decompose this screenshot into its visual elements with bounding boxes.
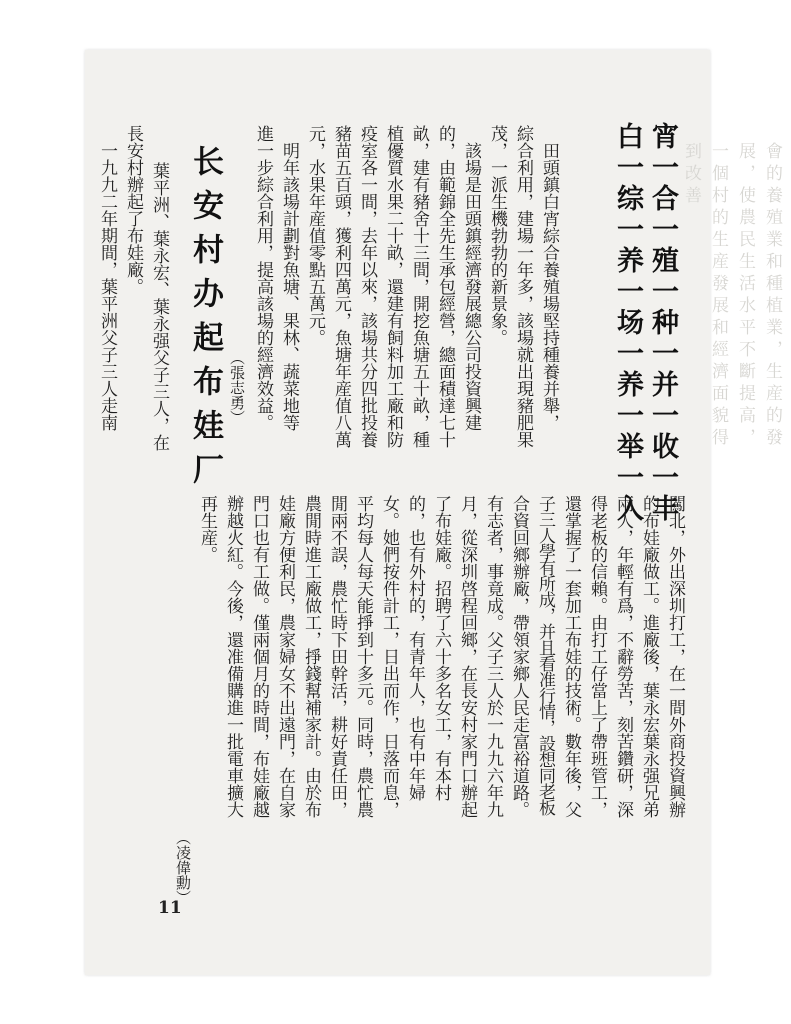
article2-line: 得老板的信賴。由打工仔當上了帶班管工，: [587, 495, 607, 818]
article2-line: 月，從深圳啓程回鄉，在長安村家門口辦起: [457, 495, 477, 818]
article2-line: 農閒時進工廠做工，掙錢幫補家計。由於布: [301, 495, 321, 818]
article1-line: 田頭鎮白宵綜合養殖場堅持種養并舉，: [539, 125, 559, 431]
article2-line: 兩人，年輕有爲，不辭勞苦，刻苦鑽研，深: [613, 495, 633, 818]
article1-line: 元，水果年産值零點五萬元。: [305, 125, 325, 346]
article1-line: 該場是田頭鎮經濟發展總公司投資興建: [461, 125, 481, 431]
article2-line: 平均每人每天能掙到十多元。同時，農忙農: [353, 495, 373, 818]
article2-line: 辦越火紅。今後，還准備購進一批電車擴大: [223, 495, 243, 818]
article2-line: 還掌握了一套加工布娃的技術。數年後，父: [561, 495, 581, 818]
bleed-through-text: 會的養殖業和種植業，生産的發展，使農民生活水平不斷提高，一個村的生産發展和經濟面貌得到改善: [681, 142, 782, 450]
article2-author: （凌偉勳）: [174, 830, 192, 905]
article2-line: 再生産。: [197, 495, 217, 563]
article1-line: 茂，一派生機勃勃的新景象。: [487, 125, 507, 346]
article2-line: 合資回鄉辦廠，帶領家鄉人民走富裕道路。: [509, 495, 529, 818]
article2-line: 了布娃廠。招聘了六十多名女工，有本村: [431, 495, 451, 801]
article2-line: 門口也有工做。僅兩個月的時間，布娃廠越: [249, 495, 269, 818]
document-page: [85, 50, 782, 975]
article1-line: 疫室各一間，去年以來，該場共分四批投養: [357, 125, 377, 448]
article2-line: 一九九二年期間，葉平洲父子三人走南: [97, 125, 117, 431]
article1-title-line1: 宵一合一殖一种一并一收一丰: [647, 122, 678, 525]
article2-line: 闖北，外出深圳打工，在一間外商投資興辦: [665, 495, 685, 818]
article1-author: （張志勇）: [228, 350, 246, 425]
article2-line: 子三人學有所成，并且看准行情，設想同老板: [535, 495, 555, 815]
article1-line: 明年該場計劃對魚塘、果林、蔬菜地等: [279, 125, 299, 431]
article2-line: 女。她們按件計工，日出而作，日落而息，: [379, 495, 399, 818]
article1-line: 的，由範錦全先生承包經營，總面積達七十: [435, 125, 455, 448]
article2-line: 葉平洲、葉永宏、葉永强父子三人，在: [149, 145, 169, 451]
page-number: 11: [158, 898, 182, 918]
article1-line: 進一步綜合利用，提高該場的經濟效益。: [253, 125, 273, 431]
article1-title-line2: 白一综一养一场一养一举一入: [612, 122, 643, 525]
article1-line: 植優質水果二十畝，還建有飼料加工廠和防: [383, 125, 403, 448]
article1-line: 綜合利用，建場一年多，該場就出現豬肥果: [513, 125, 533, 448]
article2-line: 閒兩不誤，農忙時下田幹活，耕好責任田，: [327, 495, 347, 818]
article2-line: 有志者，事竟成。父子三人於一九九六年九: [483, 495, 503, 818]
article2-line: 的，也有外村的，有青年人，也有中年婦: [405, 495, 425, 801]
article1-line: 豬苗五百頭，獲利四萬元，魚塘年産值八萬: [331, 125, 351, 448]
article2-line: 長安村辦起了布娃廠。: [123, 125, 143, 295]
article2-title: 长安村办起布娃厂: [187, 145, 223, 497]
article2-line: 娃廠方便利民，農家婦女不出遠門，在自家: [275, 495, 295, 818]
article1-line: 畝，建有豬舍十三間，開挖魚塘五十畝，種: [409, 125, 429, 448]
article2-line: 的布娃廠做工。進廠後，葉永宏葉永强兄弟: [639, 495, 659, 818]
